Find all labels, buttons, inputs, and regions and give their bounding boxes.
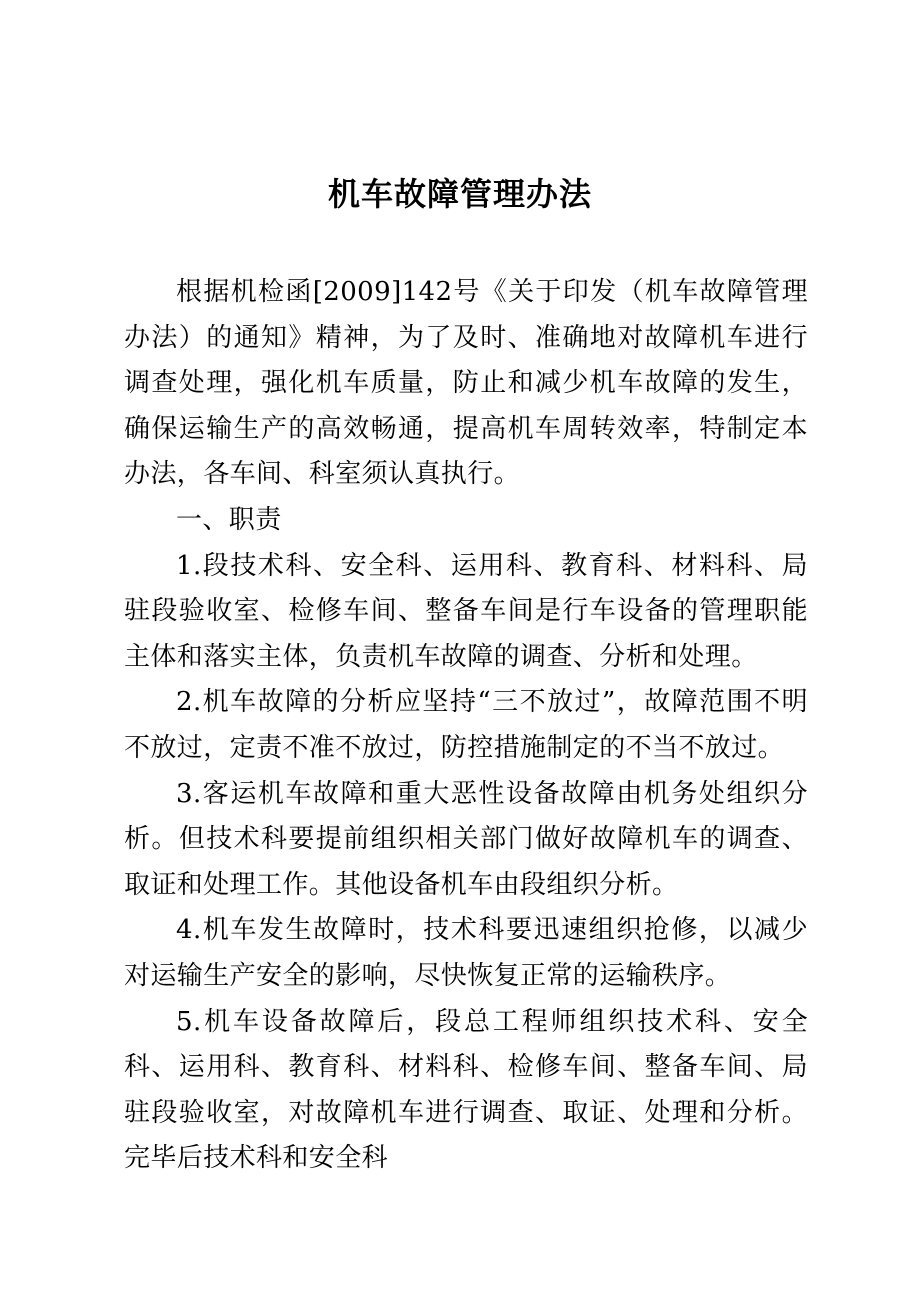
clause-2-paragraph: 2.机车故障的分析应坚持“三不放过”，故障范围不明不放过，定责不准不放过，防控措施制定的不当不放过。 [124, 687, 808, 763]
document-body [124, 270, 808, 1182]
clause-3-paragraph: 3.客运机车故障和重大恶性设备故障由机务处组织分析。但技术科要提前组织相关部门做好故障机车的调查、取证和处理工作。其他设备机车由段组织分析。 [124, 778, 808, 900]
clause-1-paragraph: 1.段技术科、安全科、运用科、教育科、材料科、局驻段验收室、检修车间、整备车间是行车设备的管理职能主体和落实主体，负责机车故障的调查、分析和处理。 [124, 550, 808, 672]
clause-5-paragraph: 5.机车设备故障后，段总工程师组织技术科、安全科、运用科、教育科、材料科、检修车间、整备车间、局驻段验收室，对故障机车进行调查、取证、处理和分析。完毕后技术科和安全科 [124, 1006, 808, 1174]
document-title: 机车故障管理办法 [327, 175, 592, 213]
section-heading-responsibilities: 一、职责 [176, 504, 282, 535]
clause-4-paragraph: 4.机车发生故障时，技术科要迅速组织抢修，以减少对运输生产安全的影响，尽快恢复正常的运输秩序。 [124, 915, 808, 991]
intro-paragraph: 根据机检函[2009]142号《关于印发（机车故障管理办法）的通知》精神，为了及时、准确地对故障机车进行调查处理，强化机车质量，防止和减少机车故障的发生，确保运输生产的高效畅通，提高机车周转效率，特制定本办法，各车间、科室须认真执行。 [124, 277, 808, 490]
